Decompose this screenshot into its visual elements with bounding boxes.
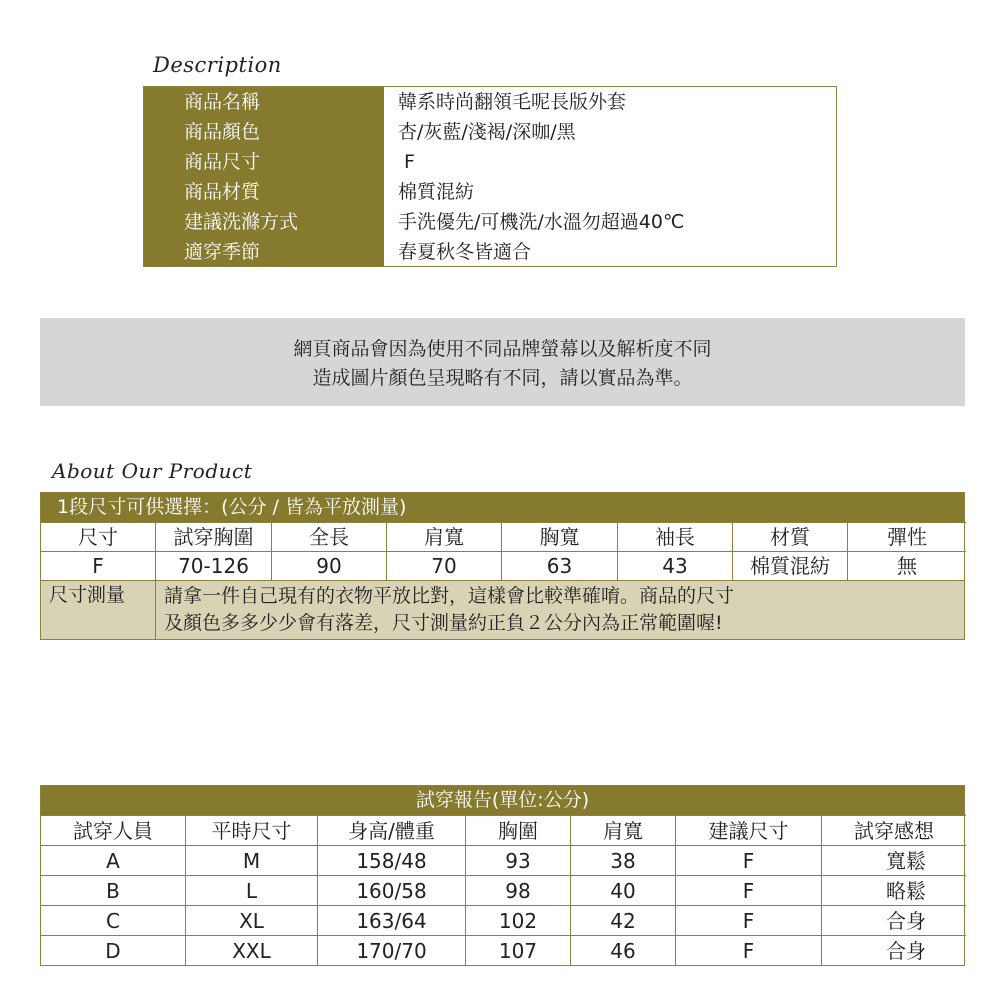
table-cell: 42 (571, 905, 676, 935)
description-value: F (398, 151, 415, 173)
table-cell: XL (186, 905, 318, 935)
table-cell: 90 (272, 551, 387, 580)
table-cell: 163/64 (318, 905, 466, 935)
size-table-header: 1段尺寸可供選擇：(公分 / 皆為平放測量) (41, 493, 964, 522)
table-cell: 寬鬆 (822, 845, 966, 875)
table-cell: M (186, 845, 318, 875)
description-title: Description (153, 53, 282, 77)
table-cell: 160/58 (318, 875, 466, 905)
table-cell: F (676, 875, 822, 905)
description-value: 杏/灰藍/淺褐/深咖/黑 (398, 121, 576, 143)
description-value: 韓系時尚翻領毛呢長版外套 (398, 91, 627, 113)
table-cell: 70-126 (156, 551, 272, 580)
table-cell: 略鬆 (822, 875, 966, 905)
description-label: 商品名稱 (184, 91, 261, 113)
about-product-title: About Our Product (52, 459, 253, 483)
column-header: 肩寬 (571, 815, 676, 845)
description-value: 春夏秋冬皆適合 (398, 241, 532, 263)
description-table (143, 86, 837, 267)
column-header: 試穿人員 (41, 815, 186, 845)
column-header: 胸圍 (466, 815, 571, 845)
table-cell: 棉質混紡 (733, 551, 848, 580)
table-cell: 38 (571, 845, 676, 875)
table-cell: F (676, 935, 822, 965)
column-header: 全長 (272, 522, 387, 551)
column-header: 胸寬 (502, 522, 618, 551)
table-cell: C (41, 905, 186, 935)
note-line: 請拿一件自己現有的衣物平放比對，這樣會比較準確唷。商品的尺寸 (164, 585, 735, 607)
note-line: 及顏色多多少少會有落差，尺寸測量約正負２公分內為正常範圍喔! (164, 612, 723, 634)
column-header: 袖長 (618, 522, 733, 551)
description-value: 手洗優先/可機洗/水溫勿超過40℃ (398, 211, 685, 233)
fitting-report-header: 試穿報告(單位:公分) (41, 786, 964, 815)
measurement-note (41, 580, 964, 639)
column-header: 身高/體重 (318, 815, 466, 845)
table-cell: 無 (848, 551, 966, 580)
table-cell: 102 (466, 905, 571, 935)
table-cell: F (676, 905, 822, 935)
column-header: 試穿感想 (822, 815, 966, 845)
fitting-report-grid (41, 815, 964, 965)
notice-line: 造成圖片顏色呈現略有不同，請以實品為準。 (312, 367, 693, 389)
column-header: 尺寸 (41, 522, 156, 551)
measurement-note-text (156, 581, 964, 639)
table-cell: 43 (618, 551, 733, 580)
description-values (384, 87, 836, 266)
table-cell: 98 (466, 875, 571, 905)
table-cell: 170/70 (318, 935, 466, 965)
table-cell: 107 (466, 935, 571, 965)
table-cell: 158/48 (318, 845, 466, 875)
description-label: 適穿季節 (184, 241, 261, 263)
column-header: 平時尺寸 (186, 815, 318, 845)
column-header: 彈性 (848, 522, 966, 551)
size-table (40, 492, 965, 640)
column-header: 材質 (733, 522, 848, 551)
table-cell: L (186, 875, 318, 905)
table-cell: A (41, 845, 186, 875)
description-label: 建議洗滌方式 (184, 211, 299, 233)
measurement-note-label: 尺寸測量 (41, 581, 156, 639)
column-header: 肩寬 (387, 522, 502, 551)
table-cell: D (41, 935, 186, 965)
table-cell: 合身 (822, 935, 966, 965)
description-label: 商品尺寸 (184, 151, 261, 173)
column-header: 試穿胸圍 (156, 522, 272, 551)
column-header: 建議尺寸 (676, 815, 822, 845)
table-cell: 70 (387, 551, 502, 580)
description-value: 棉質混紡 (398, 181, 475, 203)
description-labels (144, 87, 384, 266)
table-cell: 93 (466, 845, 571, 875)
notice-line: 網頁商品會因為使用不同品牌螢幕以及解析度不同 (293, 338, 712, 360)
description-label: 商品顏色 (184, 121, 261, 143)
description-label: 商品材質 (184, 181, 261, 203)
table-cell: F (41, 551, 156, 580)
fitting-report-table (40, 785, 965, 966)
table-cell: 合身 (822, 905, 966, 935)
table-cell: F (676, 845, 822, 875)
table-cell: B (41, 875, 186, 905)
table-cell: 46 (571, 935, 676, 965)
table-cell: XXL (186, 935, 318, 965)
table-cell: 63 (502, 551, 618, 580)
table-cell: 40 (571, 875, 676, 905)
size-grid (41, 522, 964, 580)
color-notice-banner (40, 318, 965, 406)
